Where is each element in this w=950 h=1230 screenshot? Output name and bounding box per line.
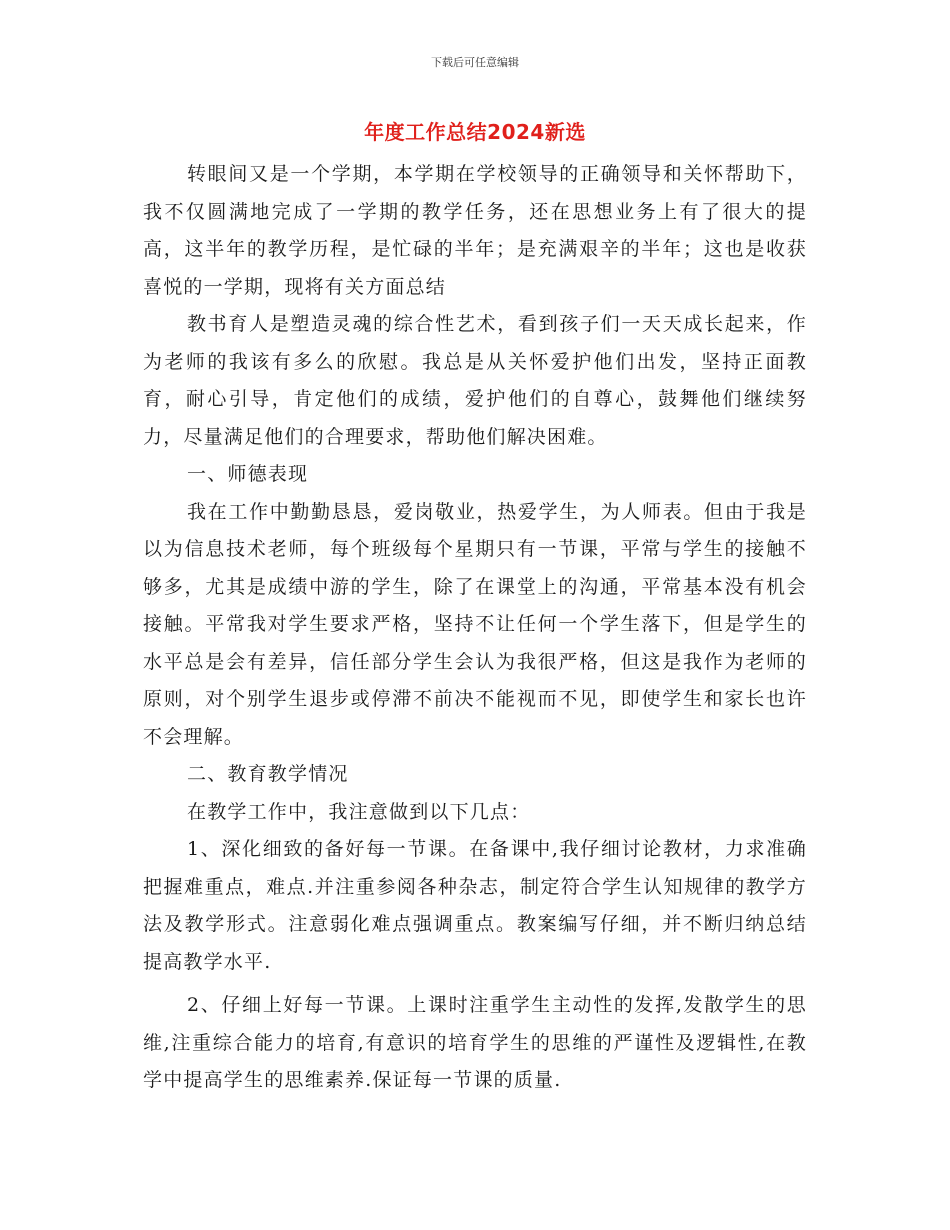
paragraph-education: 教书育人是塑造灵魂的综合性艺术，看到孩子们一天天成长起来，作为老师的我该有多么的欣慰。我总是从关怀爱护他们出发，坚持正面教育，耐心引导，肯定他们的成绩，爱护他们的自尊心，鼓舞他们继续努力，尽量满足他们的合理要求，帮助他们解决困难。 (143, 313, 807, 448)
paragraph-intro: 转眼间又是一个学期，本学期在学校领导的正确领导和关怀帮助下，我不仅圆满地完成了一学期的教学任务，还在思想业务上有了很大的提高，这半年的教学历程，是忙碌的半年；是充满艰辛的半年；这也是收获喜悦的一学期，现将有关方面总结 (143, 163, 807, 298)
paragraph-lesson-teaching: 2、仔细上好每一节课。上课时注重学生主动性的发挥,发散学生的思维,注重综合能力的培育,有意识的培育学生的思维的严谨性及逻辑性,在教学中提高学生的思维素养.保证每一节课的质量. (143, 994, 807, 1091)
document-title: 年度工作总结2024新选 (364, 120, 586, 144)
paragraph-teaching-intro: 在教学工作中，我注意做到以下几点： (187, 800, 531, 823)
section-heading-ethics: 一、师德表现 (187, 463, 309, 485)
paragraph-lesson-prep: 1、深化细致的备好每一节课。在备课中,我仔细讨论教材，力求准确把握难重点，难点.并注重参阅各种杂志，制定符合学生认知规律的教学方法及教学形式。注意弱化难点强调重点。教案编写仔细，并不断归纳总结提高教学水平. (143, 838, 807, 973)
section-heading-teaching: 二、教育教学情况 (187, 763, 349, 785)
paragraph-ethics: 我在工作中勤勤恳恳，爱岗敬业，热爱学生，为人师表。但由于我是以为信息技术老师，每个班级每个星期只有一节课，平常与学生的接触不够多，尤其是成绩中游的学生，除了在课堂上的沟通，平常基本没有机会接触。平常我对学生要求严格，坚持不让任何一个学生落下，但是学生的水平总是会有差异，信任部分学生会认为我很严格，但这是我作为老师的原则，对个别学生退步或停滞不前决不能视而不见，即使学生和家长也许不会理解。 (143, 500, 807, 748)
header-note: 下载后可任意编辑 (431, 56, 519, 69)
document-body (143, 156, 807, 1100)
